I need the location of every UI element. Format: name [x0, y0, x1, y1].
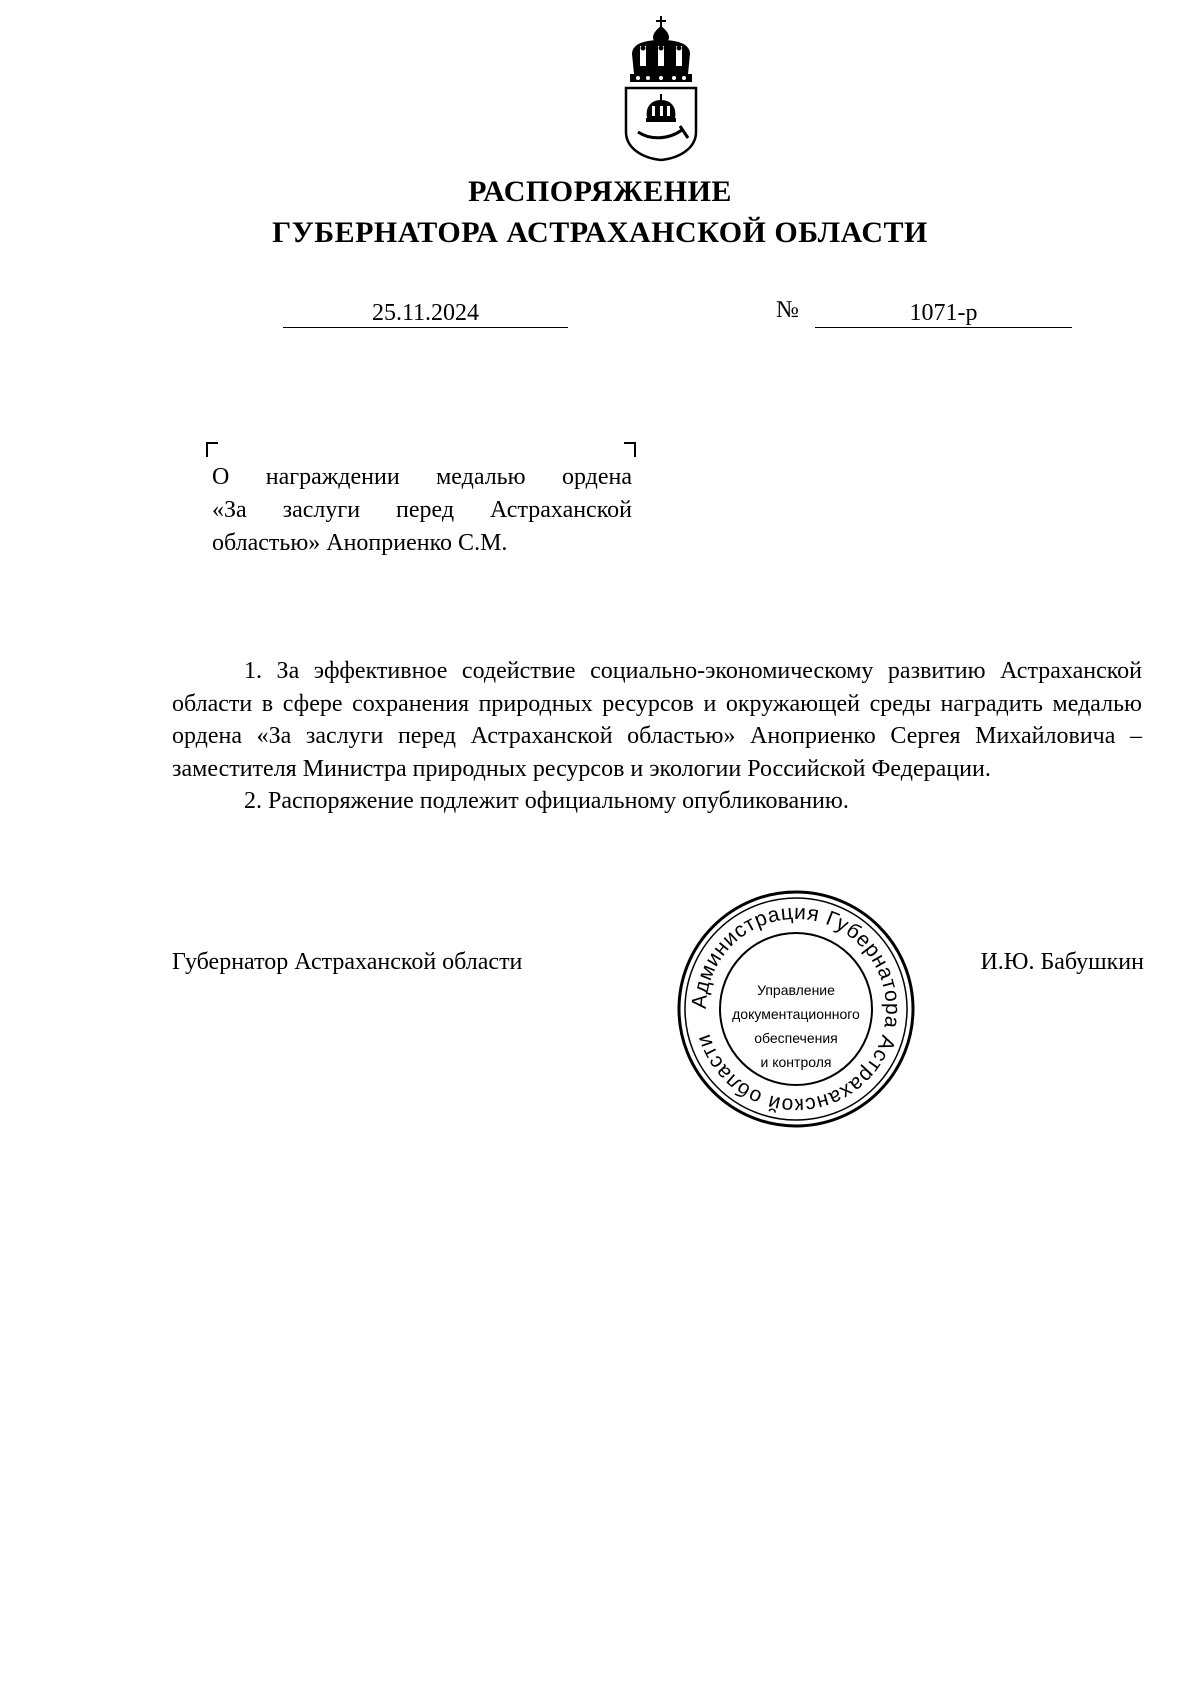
document-title: РАСПОРЯЖЕНИЕ: [468, 175, 732, 208]
stamp-center-line: обеспечения: [754, 1030, 838, 1046]
signatory-position: Губернатор Астраханской области: [172, 949, 523, 975]
paragraph-2: 2. Распоряжение подлежит официальному опубликованию.: [244, 788, 849, 814]
corner-bracket-left: [206, 442, 218, 457]
subject-line: О награждении медалью ордена: [212, 464, 632, 490]
document-number: 1071-р: [815, 300, 1072, 328]
stamp-center-line: и контроля: [760, 1054, 832, 1070]
document-subtitle: ГУБЕРНАТОРА АСТРАХАНСКОЙ ОБЛАСТИ: [272, 216, 928, 249]
stamp-center-line: Управление: [757, 982, 835, 998]
subject-line: областью» Аноприенко С.М.: [212, 530, 508, 556]
document-body: [172, 655, 1142, 818]
stamp-ring-text: Администрация Губернатора Астраханской области: [687, 900, 905, 1118]
paragraph-1: 1. За эффективное содействие социально-экономическому развитию Астраханской области в сфере сохранения природных ресурсов и окружающей среды наградить медалью ордена «За заслуги перед Астраханской областью» Аноприенко Сергея Михайловича – заместителя Министра природных ресурсов и экологии Российской Федерации.: [172, 658, 1142, 782]
signatory-name: И.Ю. Бабушкин: [980, 949, 1144, 975]
number-sign: №: [776, 297, 799, 323]
document-date: 25.11.2024: [283, 300, 568, 328]
coat-of-arms-icon: [618, 14, 704, 162]
subject-line: «За заслуги перед Астраханской: [212, 497, 632, 523]
official-stamp: [676, 889, 916, 1129]
document-subject: [212, 461, 632, 560]
corner-bracket-right: [624, 442, 636, 457]
stamp-center-line: документационного: [732, 1006, 860, 1022]
